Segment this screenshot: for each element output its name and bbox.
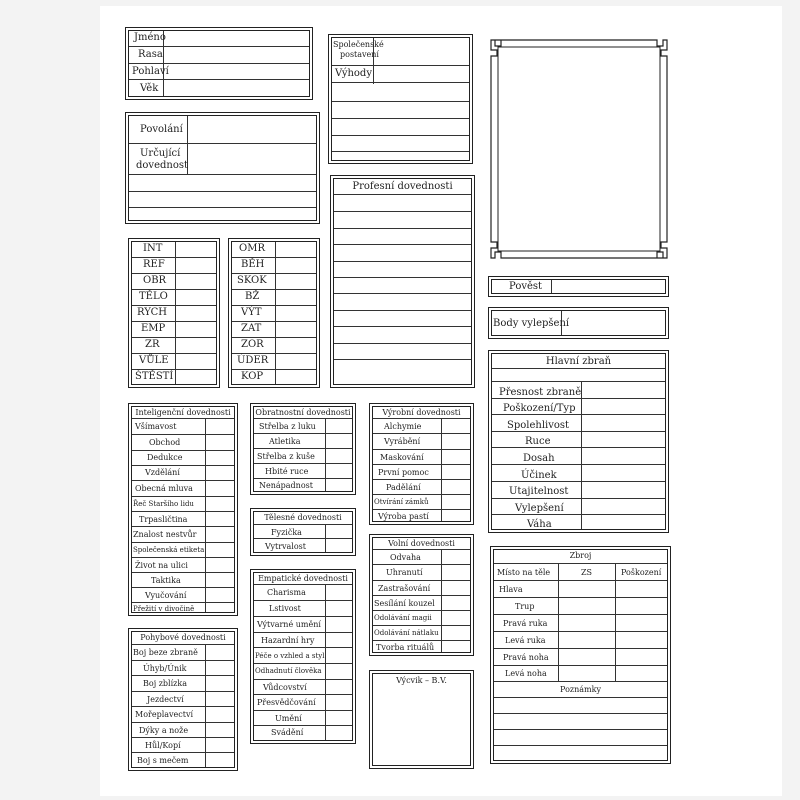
identity-box [125, 27, 313, 100]
stat-rych: RYCH [137, 307, 168, 318]
movement-skills-box [128, 628, 238, 771]
weapon-damage: Poškození/Typ [503, 403, 576, 414]
skill-riding: Jezdectví [147, 695, 184, 704]
skill-sleight-of-hand: Hbité ruce [265, 467, 309, 476]
perks-label: Výhody [335, 68, 372, 79]
social-standing-label: Společenské [333, 40, 384, 49]
stat-omr: OMR [239, 243, 265, 254]
skill-melee: Boj zblízka [143, 679, 188, 688]
skill-human-perception: Odhadnutí člověka [255, 667, 322, 675]
skill-sailing: Mořeplavectví [135, 710, 194, 719]
skill-performance: Umění [275, 714, 302, 723]
body-skills-box [250, 508, 356, 556]
skill-spell-casting: Sesílání kouzel [374, 599, 435, 608]
stat-zat: ZAT [241, 323, 262, 334]
stat-vyt: VÝT [241, 307, 262, 318]
skill-alchemy: Alchymie [384, 422, 422, 431]
portrait-frame [489, 38, 669, 260]
skill-leadership: Vůdcovství [263, 683, 307, 692]
skill-disguise: Maskování [380, 453, 424, 462]
skill-courage: Odvaha [390, 553, 421, 562]
stat-kop: KOP [241, 371, 264, 382]
skill-seduction: Svádění [271, 728, 304, 737]
intelligence-skills-title: Inteligenční dovednosti [135, 408, 231, 417]
weapon-hands: Ruce [525, 436, 551, 447]
defining-skill-label: Určující [140, 148, 181, 159]
stat-zr: ZR [145, 339, 160, 350]
profession-skills-title: Profesní dovednosti [352, 181, 453, 192]
skill-intimidation: Zastrašování [378, 584, 431, 593]
skill-endurance: Vytrvalost [265, 542, 306, 551]
age-label: Věk [140, 83, 159, 94]
stat-zor: ZOR [241, 339, 264, 350]
skill-resist-magic: Odolávání magii [374, 614, 432, 622]
skill-deceit: Lstivost [269, 604, 301, 613]
stat-obr: OBR [143, 275, 167, 286]
armor-torso: Trup [515, 602, 535, 611]
skill-resist-coercion: Odolávání nátlaku [374, 629, 439, 637]
skill-dodge: Úhyb/Únik [143, 664, 187, 673]
skill-streetwise: Život na ulici [135, 561, 188, 570]
training-box [369, 670, 474, 769]
skill-staff-spear: Hůl/Kopí [145, 741, 181, 750]
sex-label: Pohlaví [132, 66, 169, 77]
skill-forgery: Padělání [386, 483, 421, 492]
intelligence-skills-box [128, 403, 238, 616]
armor-col-location: Místo na těle [497, 568, 551, 577]
weapon-enhancements: Vylepšení [515, 503, 564, 514]
skill-ritual-crafting: Tvorba rituálů [376, 643, 435, 652]
weapon-reliability: Spolehlivost [507, 420, 570, 431]
training-title: Výcvik – B.V. [396, 676, 447, 685]
skill-gambling: Hazardní hry [261, 636, 315, 645]
stat-int: INT [143, 243, 163, 254]
crafting-skills-box [369, 403, 474, 525]
skill-crossbow: Střelba z kuše [257, 452, 315, 461]
skill-wilderness-survival: Přežití v divočině [133, 605, 195, 613]
stat-beh: BĚH [241, 259, 265, 270]
skill-brawling: Boj beze zbraně [133, 648, 198, 657]
dexterity-skills-title: Obratnostní dovednosti [255, 408, 351, 417]
skill-swordsmanship: Boj s mečem [137, 756, 189, 765]
skill-awareness: Všímavost [135, 422, 177, 431]
will-skills-title: Volní dovednosti [388, 539, 455, 548]
reputation-box [488, 276, 669, 297]
profession-skills-box [330, 175, 475, 388]
stat-stesti: ŠTĚSTÍ [135, 371, 174, 382]
armor-box [490, 546, 671, 764]
empathy-skills-box [250, 569, 356, 744]
stats-left-box [128, 238, 220, 388]
reputation-label: Pověst [509, 281, 543, 292]
movement-skills-title: Pohybové dovednosti [140, 633, 226, 642]
notes-title: Poznámky [560, 685, 601, 694]
race-label: Rasa [138, 49, 163, 60]
stat-telo: TĚLO [139, 291, 168, 302]
crafting-skills-title: Výrobní dovednosti [382, 408, 461, 417]
armor-right-leg: Pravá noha [503, 653, 549, 662]
skill-social-etiquette: Společenská etiketa [133, 546, 205, 554]
stat-emp: EMP [141, 323, 166, 334]
stat-bz: BŽ [245, 291, 260, 302]
skill-dwarvish: Trpasličtina [139, 515, 188, 524]
weapon-accuracy: Přesnost zbraně [499, 387, 582, 398]
skill-common-speech: Obecná mluva [135, 484, 193, 493]
weapon-effect: Účinek [521, 470, 557, 481]
body-skills-title: Tělesné dovednosti [264, 513, 342, 522]
skill-archery: Střelba z luku [259, 422, 316, 431]
armor-left-arm: Levá ruka [505, 636, 546, 645]
stat-skok: SKOK [237, 275, 267, 286]
skill-persuasion: Přesvědčování [257, 698, 316, 707]
empathy-skills-title: Empatické dovednosti [258, 574, 348, 583]
skill-tactics: Taktika [151, 576, 181, 585]
weapon-range: Dosah [523, 453, 555, 464]
profession-label: Povolání [140, 124, 183, 135]
armor-right-arm: Pravá ruka [503, 619, 548, 628]
dexterity-skills-box [250, 403, 356, 495]
career-box [125, 112, 320, 224]
social-box [328, 34, 473, 164]
improvement-points-label: Body vylepšení [493, 318, 570, 329]
skill-elder-speech: Řeč Staršího lidu [133, 500, 194, 508]
skill-first-aid: První pomoc [378, 468, 429, 477]
weapon-weight: Váha [527, 519, 552, 530]
armor-title: Zbroj [569, 551, 592, 560]
skill-crafting: Vyrábění [384, 437, 421, 446]
weapon-concealment: Utajitelnost [509, 486, 569, 497]
stat-vule: VŮLE [139, 355, 169, 366]
armor-col-sp: ZS [581, 568, 593, 577]
skill-fine-arts: Výtvarné umění [257, 620, 321, 629]
social-standing-label-2: postavení [340, 50, 379, 59]
main-weapon-title: Hlavní zbraň [545, 356, 612, 367]
skill-charisma: Charisma [267, 588, 306, 597]
skill-stealth: Nenápadnost [259, 481, 313, 490]
skill-monster-lore: Znalost nestvůr [133, 530, 197, 539]
skill-education: Vzdělání [145, 468, 180, 477]
skill-hex-weaving: Uhranutí [386, 568, 423, 577]
skill-teaching: Vyučování [145, 591, 187, 600]
stat-ref: REF [143, 259, 165, 270]
main-weapon-box [488, 350, 669, 533]
skill-pick-lock: Otvírání zámků [374, 498, 429, 506]
name-label: Jméno [134, 32, 166, 43]
skill-trap-crafting: Výroba pastí [378, 512, 429, 521]
armor-col-damage: Poškození [621, 568, 662, 577]
armor-left-leg: Levá noha [505, 669, 547, 678]
skill-small-blades: Dýky a nože [139, 726, 189, 735]
skill-physique: Fyzička [271, 528, 302, 537]
skill-grooming-style: Péče o vzhled a styl [255, 652, 325, 660]
skill-business: Obchod [149, 438, 181, 447]
armor-head: Hlava [499, 585, 523, 594]
stat-uder: ÚDER [237, 355, 269, 366]
defining-skill-label-2: dovednost [136, 160, 189, 171]
skill-deduction: Dedukce [147, 453, 183, 462]
stats-right-box [228, 238, 320, 388]
will-skills-box [369, 534, 474, 656]
improvement-points-box [488, 307, 669, 339]
skill-athletics: Atletika [269, 437, 301, 446]
